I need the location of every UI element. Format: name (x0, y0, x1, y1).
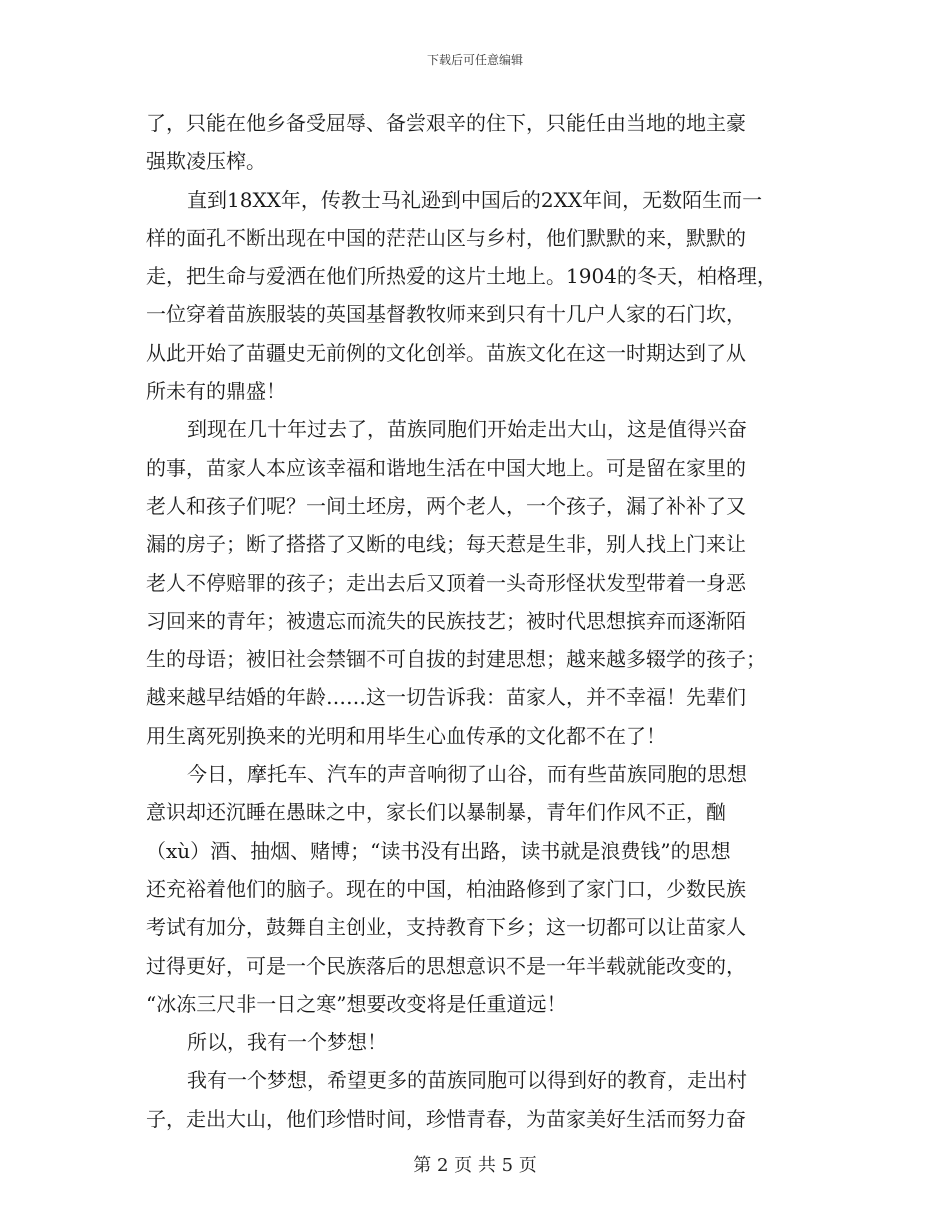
text-line: 到现在几十年过去了，苗族同胞们开始走出大山，这是值得兴奋 (187, 417, 747, 442)
body-text (146, 104, 811, 1138)
text-line: 过得更好，可是一个民族落后的思想意识不是一年半载就能改变的， (146, 953, 746, 978)
text-line: 漏的房子；断了搭搭了又断的电线；每天惹是生非，别人找上门来让 (146, 532, 746, 557)
text-line: 所以，我有一个梦想！ (187, 1030, 387, 1055)
page-header: 下载后可任意编辑 (426, 53, 523, 67)
text-line: 还充裕着他们的脑子。现在的中国，柏油路修到了家门口，少数民族 (146, 876, 746, 901)
text-line: 老人和孩子们呢？一间土坯房，两个老人，一个孩子，漏了补补了又 (146, 493, 746, 518)
text-line: 考试有加分，鼓舞自主创业，支持教育下乡；这一切都可以让苗家人 (146, 915, 746, 940)
text-line: 的事，苗家人本应该幸福和谐地生活在中国大地上。可是留在家里的 (146, 455, 746, 480)
text-line: 样的面孔不断出现在中国的茫茫山区与乡村，他们默默的来，默默的 (146, 225, 746, 250)
text-line: 走，把生命与爱洒在他们所热爱的这片土地上。1904的冬天，柏格理， (146, 264, 777, 289)
text-line: 一位穿着苗族服装的英国基督教牧师来到只有十几户人家的石门坎， (146, 302, 746, 327)
text-line: 用生离死别换来的光明和用毕生心血传承的文化都不在了！ (146, 723, 666, 748)
text-line: 了，只能在他乡备受屈辱、备尝艰辛的住下，只能任由当地的地主豪 (146, 111, 746, 135)
text-line: 强欺凌压榨。 (146, 149, 266, 174)
text-line: 今日，摩托车、汽车的声音响彻了山谷，而有些苗族同胞的思想 (187, 762, 747, 787)
text-line: 从此开始了苗疆史无前例的文化创举。苗族文化在这一时期达到了从 (146, 340, 746, 365)
text-line: 越来越早结婚的年龄……这一切告诉我：苗家人，并不幸福！先辈们 (146, 685, 746, 710)
text-line: 生的母语；被旧社会禁锢不可自拔的封建思想；越来越多辍学的孩子； (146, 647, 766, 672)
text-line: （xù）酒、抽烟、赌博；“读书没有出路，读书就是浪费钱”的思想 (146, 838, 731, 863)
text-line: 所未有的鼎盛！ (146, 379, 286, 404)
text-line: 习回来的青年；被遗忘而流失的民族技艺；被时代思想摈弃而逐渐陌 (146, 608, 746, 633)
page-footer: 第 2 页 共 5 页 (413, 1155, 537, 1176)
text-line: 老人不停赔罪的孩子；走出去后又顶着一头奇形怪状发型带着一身恶 (146, 570, 746, 595)
text-line: 子，走出大山，他们珍惜时间，珍惜青春，为苗家美好生活而努力奋 (146, 1106, 746, 1131)
text-line: 直到18XX年，传教士马礼逊到中国后的2XX年间，无数陌生而一 (187, 187, 763, 212)
text-line: 意识却还沉睡在愚昧之中，家长们以暴制暴，青年们作风不正，酗 (146, 800, 726, 825)
text-line: “冰冻三尺非一日之寒”想要改变将是任重道远！ (146, 991, 567, 1016)
text-line: 我有一个梦想，希望更多的苗族同胞可以得到好的教育，走出村 (187, 1068, 747, 1093)
